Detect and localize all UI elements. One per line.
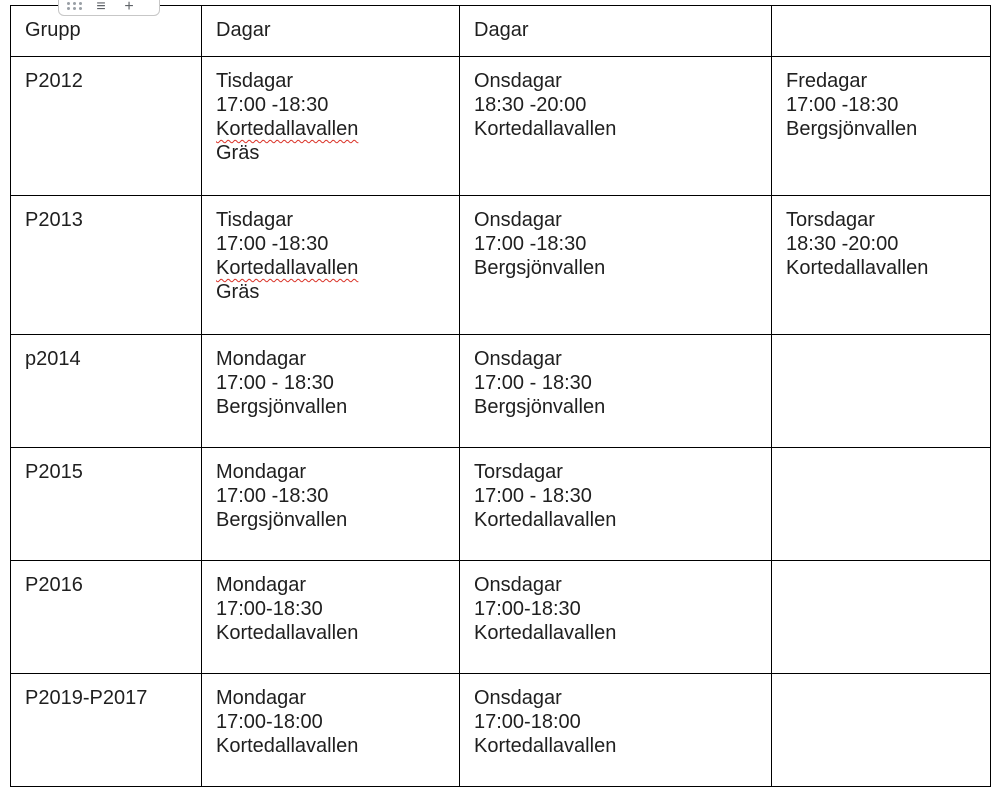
- schedule-cell[interactable]: [460, 335, 772, 448]
- venue-label: Bergsjönvallen: [216, 396, 348, 418]
- time-label: 17:00 - 18:30: [474, 372, 592, 394]
- sort-icon[interactable]: ≡: [96, 0, 106, 15]
- group-cell[interactable]: [11, 57, 202, 196]
- schedule-cell[interactable]: [202, 561, 460, 674]
- venue-label: Kortedallavallen: [474, 118, 617, 140]
- day-label: Mondagar: [216, 687, 307, 709]
- venue-label: Kortedallavallen: [474, 735, 617, 757]
- table-row: [11, 335, 991, 448]
- header-label: Dagar: [474, 19, 529, 41]
- schedule-cell[interactable]: [202, 674, 460, 787]
- time-label: 17:00 -18:30: [216, 233, 329, 255]
- header-label: Dagar: [216, 19, 271, 41]
- empty-cell[interactable]: [772, 448, 991, 561]
- schedule-cell[interactable]: [202, 196, 460, 335]
- time-label: 17:00 - 18:30: [216, 372, 334, 394]
- header-cell[interactable]: [772, 6, 991, 57]
- schedule-cell[interactable]: [202, 57, 460, 196]
- group-label: P2016: [25, 574, 83, 596]
- table-row: [11, 57, 991, 196]
- day-label: Torsdagar: [786, 209, 875, 231]
- time-label: 17:00-18:00: [216, 711, 323, 733]
- table-toolbar: [58, 0, 160, 16]
- venue-label: Kortedallavallen: [216, 735, 359, 757]
- table-row: [11, 561, 991, 674]
- schedule-cell[interactable]: [460, 448, 772, 561]
- day-label: Mondagar: [216, 574, 307, 596]
- venue-label: Kortedallavallen: [216, 257, 359, 279]
- time-label: 18:30 -20:00: [786, 233, 899, 255]
- schedule-cell[interactable]: [460, 674, 772, 787]
- venue-label: Bergsjönvallen: [474, 396, 606, 418]
- empty-cell[interactable]: [772, 674, 991, 787]
- drag-handle-icon[interactable]: [67, 0, 85, 13]
- day-label: Onsdagar: [474, 574, 562, 596]
- day-label: Onsdagar: [474, 348, 562, 370]
- day-label: Onsdagar: [474, 209, 562, 231]
- empty-cell[interactable]: [772, 561, 991, 674]
- time-label: 17:00-18:30: [474, 598, 581, 620]
- venue-label: Bergsjönvallen: [216, 509, 348, 531]
- time-label: 17:00-18:30: [216, 598, 323, 620]
- group-cell[interactable]: [11, 561, 202, 674]
- time-label: 17:00 - 18:30: [474, 485, 592, 507]
- group-label: P2013: [25, 209, 83, 231]
- schedule-cell[interactable]: [202, 335, 460, 448]
- group-cell[interactable]: [11, 674, 202, 787]
- time-label: 17:00 -18:30: [474, 233, 587, 255]
- time-label: 18:30 -20:00: [474, 94, 587, 116]
- day-label: Tisdagar: [216, 209, 294, 231]
- day-label: Tisdagar: [216, 70, 294, 92]
- group-cell[interactable]: [11, 196, 202, 335]
- schedule-cell[interactable]: [202, 448, 460, 561]
- day-label: Fredagar: [786, 70, 868, 92]
- schedule-cell[interactable]: [460, 57, 772, 196]
- group-label: P2019-P2017: [25, 687, 148, 709]
- day-label: Torsdagar: [474, 461, 563, 483]
- table-row: [11, 448, 991, 561]
- venue-label: Kortedallavallen: [216, 118, 359, 140]
- plus-icon[interactable]: +: [124, 0, 134, 15]
- time-label: 17:00-18:00: [474, 711, 581, 733]
- training-schedule-table: [10, 5, 991, 787]
- header-cell[interactable]: [460, 6, 772, 57]
- day-label: Onsdagar: [474, 687, 562, 709]
- header-label: Grupp: [25, 19, 81, 41]
- day-label: Onsdagar: [474, 70, 562, 92]
- header-cell[interactable]: [202, 6, 460, 57]
- time-label: 17:00 -18:30: [216, 94, 329, 116]
- schedule-cell[interactable]: [460, 561, 772, 674]
- venue-label: Bergsjönvallen: [786, 118, 918, 140]
- surface-label: Gräs: [216, 142, 260, 164]
- table-row: [11, 196, 991, 335]
- venue-label: Kortedallavallen: [786, 257, 929, 279]
- venue-label: Kortedallavallen: [474, 509, 617, 531]
- surface-label: Gräs: [216, 281, 260, 303]
- time-label: 17:00 -18:30: [216, 485, 329, 507]
- day-label: Mondagar: [216, 461, 307, 483]
- schedule-cell[interactable]: [460, 196, 772, 335]
- day-label: Mondagar: [216, 348, 307, 370]
- venue-label: Bergsjönvallen: [474, 257, 606, 279]
- venue-label: Kortedallavallen: [216, 622, 359, 644]
- group-cell[interactable]: [11, 335, 202, 448]
- group-cell[interactable]: [11, 448, 202, 561]
- time-label: 17:00 -18:30: [786, 94, 899, 116]
- venue-label: Kortedallavallen: [474, 622, 617, 644]
- group-label: p2014: [25, 348, 81, 370]
- empty-cell[interactable]: [772, 335, 991, 448]
- schedule-cell[interactable]: [772, 196, 991, 335]
- group-label: P2015: [25, 461, 83, 483]
- schedule-cell[interactable]: [772, 57, 991, 196]
- group-label: P2012: [25, 70, 83, 92]
- table-row: [11, 674, 991, 787]
